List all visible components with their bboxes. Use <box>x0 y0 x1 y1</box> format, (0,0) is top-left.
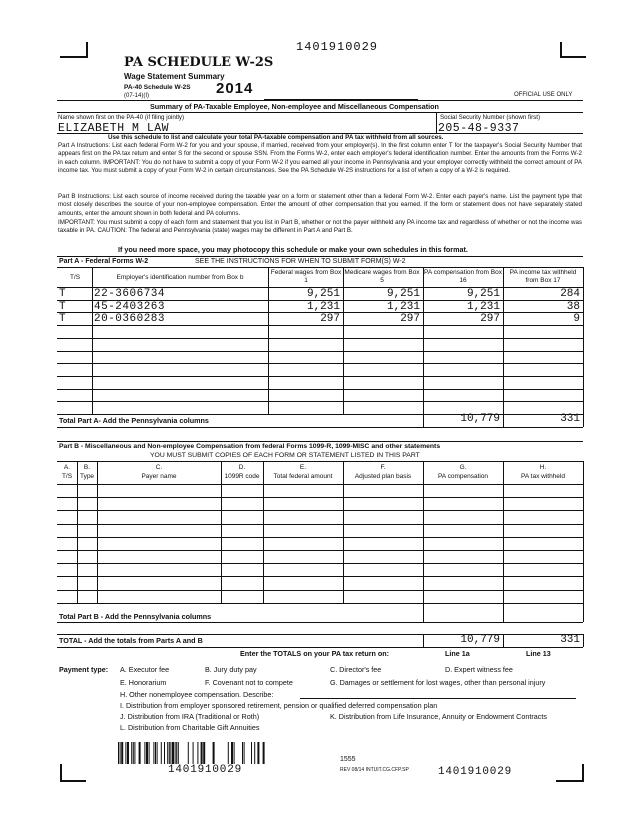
part-b-header-rule <box>57 484 583 485</box>
barcode-bar <box>201 742 203 764</box>
form-subtitle: Wage Statement Summary <box>124 72 225 81</box>
col-g-header: PA compensation <box>437 473 489 480</box>
ssn-label: Social Security Number (shown first) <box>440 114 541 121</box>
payment-type-d: D. Expert witness fee <box>445 665 513 674</box>
part-a-row-rule <box>57 338 583 339</box>
col-a-letter: A. <box>63 464 71 471</box>
describe-line[interactable] <box>300 698 576 699</box>
part-a-see-note: SEE THE INSTRUCTIONS FOR WHEN TO SUBMIT FORM(S) W-2 <box>195 258 406 265</box>
w2-row-ein[interactable]: 20-0360283 <box>94 313 166 326</box>
enter-totals-label: Enter the TOTALS on your PA tax return on: <box>240 649 390 658</box>
name-field[interactable]: ELIZABETH M LAW <box>58 122 170 135</box>
use-line: Use this schedule to list and calculate your total PA-taxable compensation and PA tax withheld from all sources. <box>108 134 444 141</box>
barcode-bar <box>131 742 132 764</box>
col-h-header: PA tax withheld <box>521 473 565 480</box>
part-b-col-rule <box>423 461 424 622</box>
barcode-bar <box>242 742 243 764</box>
col-d-header: 1099R code <box>224 473 260 480</box>
barcode-bar <box>213 742 215 764</box>
w2-row-pa-tax[interactable]: 284 <box>560 288 580 300</box>
part-a-bottom-rule <box>57 427 583 428</box>
part-b-must-submit: YOU MUST SUBMIT COPIES OF EACH FORM OR STATEMENT LISTED IN THIS PART <box>150 452 420 459</box>
part-b-row-rule <box>57 510 583 511</box>
part-b-col-rule <box>343 461 344 603</box>
barcode-bar <box>155 742 156 764</box>
part-a-col-rule <box>343 267 344 414</box>
part-b-row-rule <box>57 550 583 551</box>
part-b-title: Part B - Miscellaneous and Non-employee Compensation from federal Forms 1099-R, 1099-MISC and other statements <box>59 443 441 450</box>
payment-type-g: G. Damages or settlement for lost wages, other than personal injury <box>330 678 546 687</box>
total-divider-3 <box>583 634 584 647</box>
payment-type-i: I. Distribution from employer sponsored retirement, pension or qualified deferred compensation plan <box>120 701 438 710</box>
part-b-title-rule <box>57 461 583 462</box>
total-rule <box>57 647 583 648</box>
barcode-bar <box>133 742 134 764</box>
ssn-field[interactable]: 205-48-9337 <box>438 122 520 135</box>
col-f-letter: F. <box>380 464 386 471</box>
barcode-bar <box>244 742 245 764</box>
col-d-letter: D. <box>238 464 246 471</box>
barcode-bar <box>164 742 165 764</box>
part-a-row-rule <box>57 351 583 352</box>
corner-mark-bottom-left <box>60 764 86 782</box>
part-b-row-rule <box>57 524 583 525</box>
barcode-bar <box>139 742 141 764</box>
w2-row-pa-compensation[interactable]: 9,251 <box>466 288 500 300</box>
col-tax-header: PA income tax withheld from Box 17 <box>509 269 577 284</box>
w2-row-ts[interactable]: T <box>59 300 66 313</box>
part-a-instructions: Part A Instructions: List each federal Form W-2 for you and your spouse, if married, received from your employer(s). In the first column enter T for the taxpayer's Social Security Number that appears first on the PA tax return and enter S for the second or spouse SSN. From the Forms W-2, enter each employer's federal identification number. Enter the amounts from the Forms W-2 in each column. IMPORTANT: You do not have to submit a copy of your Form W-2 if you earned all your income in Pennsylvania and your employer correctly withheld the correct amount of PA income tax. You must submit a copy of your Form W-2 in certain circumstances. See the PA Schedule W-2S instructions for a list of when a copy of a W-2 is required. <box>58 142 582 175</box>
payment-type-label: Payment type: <box>59 665 109 674</box>
part-b-col-rule <box>221 461 222 603</box>
col-b-letter: B. <box>83 464 91 471</box>
col-pa-header: PA compensation from Box 16 <box>424 269 502 284</box>
barcode-bar <box>251 742 252 764</box>
col-medicare-header: Medicare wages from Box 5 <box>344 269 420 284</box>
payment-type-c: C. Director's fee <box>330 665 382 674</box>
part-b-row-rule <box>57 497 583 498</box>
line-13-label: Line 13 <box>526 649 551 658</box>
barcode-bar <box>228 742 229 764</box>
barcode-bar <box>172 742 174 764</box>
barcode-bar <box>169 742 170 764</box>
part-a-title-rule <box>57 267 583 268</box>
top-rule <box>57 100 583 101</box>
top-document-number: 1401910029 <box>296 40 379 54</box>
part-a-col-rule <box>268 267 269 414</box>
barcode-bar <box>254 742 255 764</box>
col-h-letter: H. <box>539 464 547 471</box>
form-revision: (07-14)(I) <box>124 93 150 99</box>
line-1a-label: Line 1a <box>445 649 470 658</box>
part-b-col-rule <box>97 461 98 603</box>
col-f-header: Adjusted plan basis <box>354 473 412 480</box>
grand-total-tax[interactable]: 331 <box>560 634 580 646</box>
corner-mark-top-right <box>560 42 586 58</box>
barcode-bar <box>134 742 135 764</box>
barcode-bar <box>121 742 123 764</box>
name-label: Name shown first on the PA-40 (if filing jointly) <box>58 114 185 121</box>
w2-row-medicare-wages[interactable]: 297 <box>400 313 420 326</box>
photocopy-note: If you need more space, you may photocopy this schedule or make your own schedules in this format. <box>118 245 468 254</box>
part-b-row-rule <box>57 563 583 564</box>
w2-row-pa-tax[interactable]: 9 <box>573 313 580 326</box>
barcode-bar <box>188 742 189 764</box>
w2-row-ein[interactable]: 22-3606734 <box>94 288 166 300</box>
w2-row-ts[interactable]: T <box>59 313 66 326</box>
barcode-bar <box>125 742 126 764</box>
barcode-bar <box>257 742 259 764</box>
w2-row-federal-wages[interactable]: 297 <box>320 313 340 326</box>
w2-row-pa-tax[interactable]: 38 <box>566 300 580 313</box>
part-b-row-rule <box>57 537 583 538</box>
part-a-top-rule <box>57 256 583 257</box>
part-b-total-label: Total Part B - Add the Pennsylvania columns <box>59 612 212 621</box>
col-c-header: Payer name <box>141 473 177 480</box>
col-b-header: Type <box>79 473 95 480</box>
part-a-total-tax[interactable]: 331 <box>560 413 580 425</box>
ssn-divider <box>436 113 437 133</box>
corner-mark-top-left <box>60 42 88 58</box>
barcode-bar <box>178 742 179 764</box>
form-title: PA SCHEDULE W-2S <box>124 55 274 70</box>
w2-row-pa-compensation[interactable]: 1,231 <box>466 300 500 313</box>
barcode-bar <box>263 742 265 764</box>
w2-row-ein[interactable]: 45-2403263 <box>94 300 166 313</box>
form-year: 2014 <box>216 80 254 97</box>
w2-row-medicare-wages[interactable]: 9,251 <box>386 288 420 300</box>
payment-type-a: A. Executor fee <box>120 665 170 674</box>
barcode-bar <box>149 742 150 764</box>
part-a-col-rule <box>583 267 584 427</box>
part-a-row-rule <box>57 363 583 364</box>
corner-mark-bottom-right <box>556 764 584 782</box>
col-ein-header: Employer's identification number from Box b <box>116 274 244 281</box>
barcode-bar <box>193 742 194 764</box>
part-a-total-label: Total Part A- Add the Pennsylvania columns <box>59 416 209 425</box>
part-a-row-rule <box>57 401 583 402</box>
footer-page-number: 1555 <box>340 756 356 763</box>
summary-rule <box>57 112 583 113</box>
part-b-col-rule <box>583 461 584 622</box>
part-a-title: Part A - Federal Forms W-2 <box>59 258 149 265</box>
barcode-bar <box>118 742 119 764</box>
col-c-letter: C. <box>155 464 163 471</box>
part-a-col-rule <box>92 267 93 414</box>
w2-row-ts[interactable]: T <box>59 288 66 300</box>
w2-row-pa-compensation[interactable]: 297 <box>480 313 500 326</box>
w2-row-medicare-wages[interactable]: 1,231 <box>386 300 420 313</box>
form-code: PA-40 Schedule W-2S <box>124 84 191 91</box>
part-b-bottom-rule <box>57 622 583 623</box>
col-e-letter: E. <box>299 464 307 471</box>
barcode-bar <box>203 742 205 764</box>
barcode-bar <box>167 742 168 764</box>
payment-type-l: L. Distribution from Charitable Gift Annuities <box>120 723 260 732</box>
footer-barcode-number: 1401910029 <box>168 764 243 776</box>
grand-total-pa[interactable]: 10,779 <box>460 634 500 646</box>
payment-type-k: K. Distribution from Life Insurance, Annuity or Endowment Contracts <box>330 712 547 721</box>
w2-row-federal-wages[interactable]: 1,231 <box>306 300 340 313</box>
part-b-top-rule <box>57 441 583 442</box>
col-ts-header: T/S <box>69 274 81 281</box>
barcode-bar <box>157 742 158 764</box>
barcode-bar <box>170 742 171 764</box>
barcode-bar <box>231 742 233 764</box>
payment-type-b: B. Jury duty pay <box>205 665 257 674</box>
footer-right-number: 1401910029 <box>438 766 513 778</box>
barcode-bar <box>175 742 176 764</box>
payment-type-j: J. Distribution from IRA (Traditional or Roth) <box>120 712 260 721</box>
part-b-row-rule <box>57 590 583 591</box>
col-fed-header: Federal wages from Box 1 <box>270 269 342 284</box>
total-label: TOTAL - Add the totals from Parts A and B <box>59 636 203 645</box>
part-b-col-rule <box>263 461 264 603</box>
barcode-bar <box>120 742 121 764</box>
payment-type-e: E. Honorarium <box>120 678 167 687</box>
summary-heading: Summary of PA-Taxable Employee, Non-employee and Miscellaneous Compensation <box>150 102 439 111</box>
col-g-letter: G. <box>459 464 467 471</box>
barcode-bar <box>153 742 154 764</box>
barcode-bar <box>144 742 145 764</box>
part-b-row-rule <box>57 576 583 577</box>
col-a-header: T/S <box>61 473 73 480</box>
official-use-label: OFFICIAL USE ONLY <box>514 92 573 98</box>
barcode-bar <box>146 742 148 764</box>
barcode-bar <box>161 742 162 764</box>
barcode-bar <box>234 742 235 764</box>
footer-revision: REV 08/14 INTUIT.CG.CFP.SP <box>340 767 409 773</box>
col-e-header: Total federal amount <box>273 473 333 480</box>
barcode-bar <box>197 742 198 764</box>
important-note: IMPORTANT: You must submit a copy of each form and statement that you list in Part B, whether or not the payer withheld any PA income tax and regardless of whether or not the income was taxable in PA. CAUTION: The federal and Pennsylvania (state) wages may be different in Part A and Part B. <box>58 219 582 235</box>
w2-row-federal-wages[interactable]: 9,251 <box>306 288 340 300</box>
payment-type-f: F. Covenant not to compete <box>205 678 293 687</box>
part-b-row-rule <box>57 603 583 604</box>
barcode-bar <box>176 742 177 764</box>
payment-type-h: H. Other nonemployee compensation. Describe: <box>120 690 274 699</box>
part-b-instructions: Part B Instructions: List each source of income received during the taxable year on a form or statement other than a federal Form W-2. Enter each payer's name. List the payment type that most closely describes the source of your non-employee compensation. Enter the amount of other compensation that you earned. If the form or statement does not have separately stated amounts, enter the amount shown in both federal and PA columns. <box>58 193 582 217</box>
part-a-row-rule <box>57 389 583 390</box>
footer-barcode <box>118 742 272 764</box>
part-b-col-rule <box>77 461 78 603</box>
barcode-bar <box>127 742 129 764</box>
part-b-col-rule <box>503 461 504 622</box>
part-a-total-pa[interactable]: 10,779 <box>460 413 500 425</box>
part-a-row-rule <box>57 376 583 377</box>
